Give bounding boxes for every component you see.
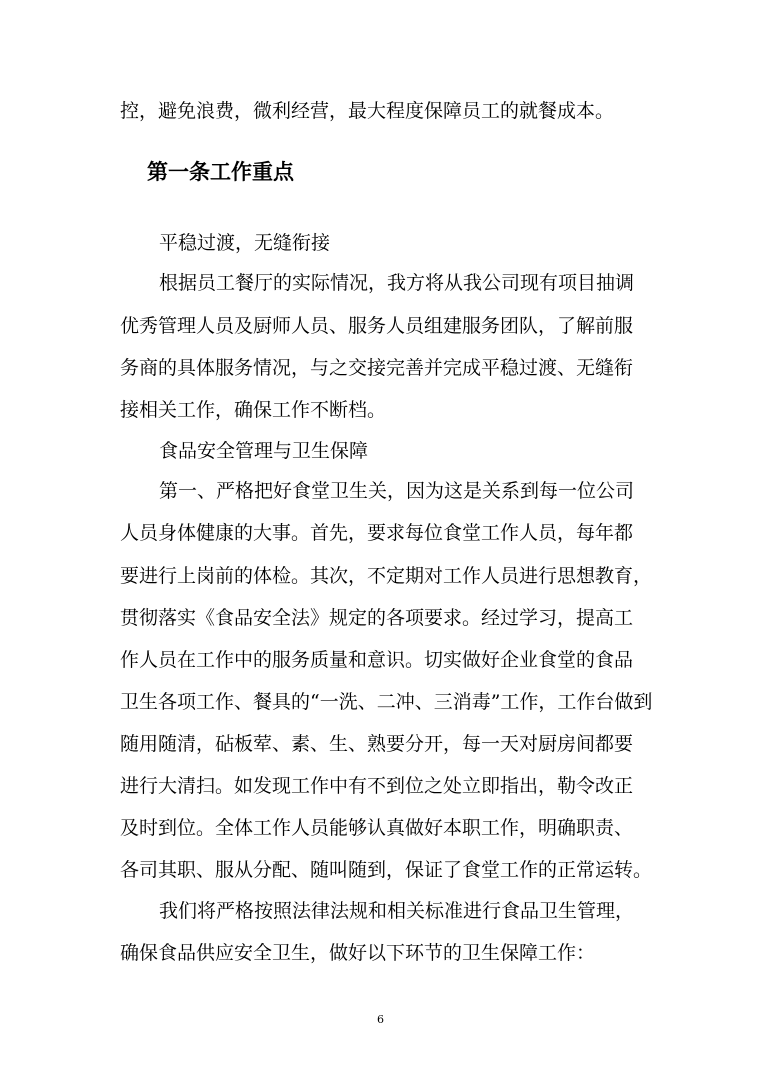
subheading-food-safety: 食品安全管理与卫生保障 <box>159 440 369 462</box>
paragraph-line: 接相关工作，确保工作不断档。 <box>120 399 387 421</box>
paragraph-line: 贯彻落实《食品安全法》规定的各项要求。经过学习，提高工 <box>120 607 634 629</box>
paragraph-line: 确保食品供应安全卫生，做好以下环节的卫生保障工作： <box>120 942 596 964</box>
paragraph-line: 进行大清扫。如发现工作中有不到位之处立即指出，勒令改正 <box>120 775 634 797</box>
page-number: 6 <box>377 1013 384 1026</box>
paragraph-line: 控，避免浪费，微利经营，最大程度保障员工的就餐成本。 <box>120 100 615 122</box>
section-heading: 第一条工作重点 <box>147 159 294 184</box>
paragraph-line: 第一、严格把好食堂卫生关，因为这是关系到每一位公司 <box>159 480 635 502</box>
paragraph-line: 人员身体健康的大事。首先，要求每位食堂工作人员，每年都 <box>120 522 634 544</box>
paragraph-line: 作人员在工作中的服务质量和意识。切实做好企业食堂的食品 <box>120 649 634 671</box>
subheading-smooth-transition: 平稳过渡，无缝衔接 <box>159 232 331 254</box>
paragraph-line: 优秀管理人员及厨师人员、服务人员组建服务团队，了解前服 <box>120 315 634 337</box>
paragraph-line: 随用随清，砧板荤、素、生、熟要分开，每一天对厨房间都要 <box>120 733 634 755</box>
paragraph-line: 务商的具体服务情况，与之交接完善并完成平稳过渡、无缝衔 <box>120 357 634 379</box>
paragraph-line: 我们将严格按照法律法规和相关标准进行食品卫生管理， <box>159 900 635 922</box>
paragraph-line: 要进行上岗前的体检。其次，不定期对工作人员进行思想教育， <box>120 565 653 587</box>
paragraph-line: 各司其职、服从分配、随叫随到，保证了食堂工作的正常运转。 <box>120 859 653 881</box>
paragraph-line: 及时到位。全体工作人员能够认真做好本职工作，明确职责、 <box>120 817 634 839</box>
paragraph-line: 根据员工餐厅的实际情况，我方将从我公司现有项目抽调 <box>159 272 635 294</box>
paragraph-line: 卫生各项工作、餐具的“一洗、二冲、三消毒”工作，工作台做到 <box>120 691 653 713</box>
